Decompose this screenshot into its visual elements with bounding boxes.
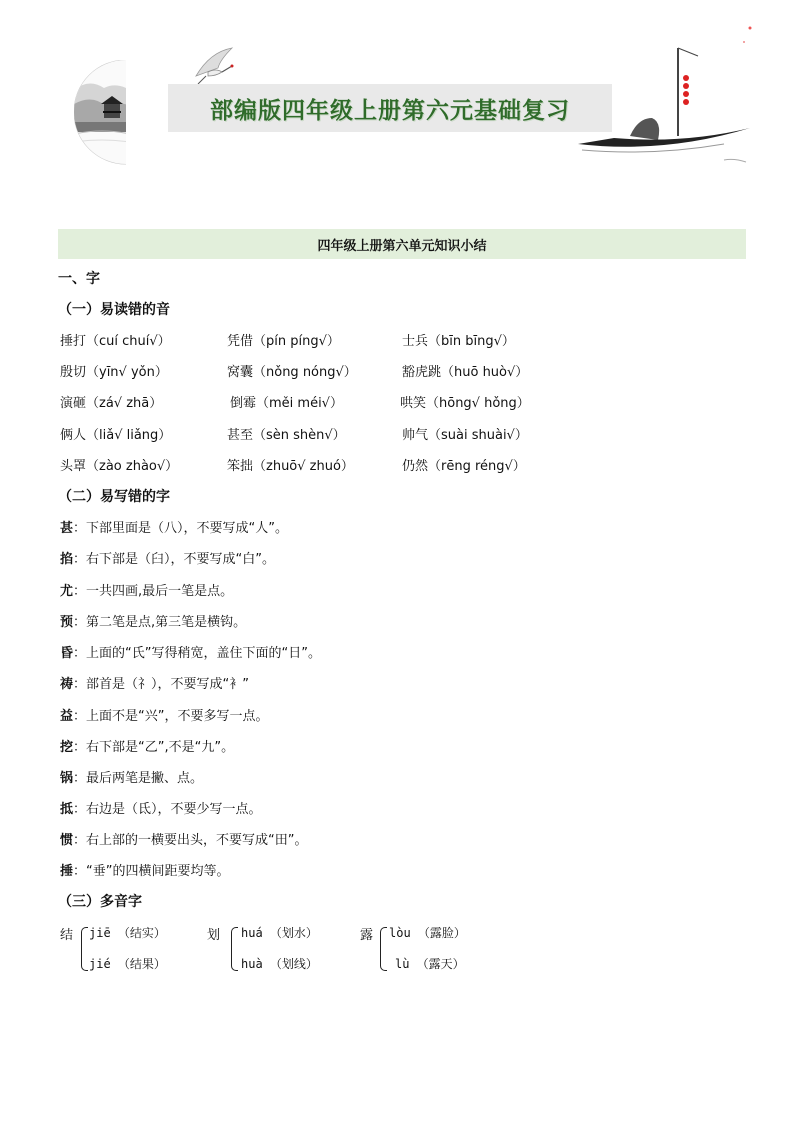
char-text: ：右下部是（臼），不要写成“白”。 — [73, 552, 275, 567]
char-text: ：右下部是“乙”,不是“九”。 — [73, 740, 235, 755]
char-label: 锅 — [60, 771, 74, 786]
reading-item: 帅气（suài shuài√） — [402, 428, 528, 443]
reading-item: 士兵（bīn bīng√） — [402, 334, 515, 349]
reading-item: 捶打（cuí chuí√） — [60, 334, 171, 349]
char-label: 预 — [60, 615, 74, 630]
char-text: ：一共四画,最后一笔是点。 — [73, 584, 234, 599]
reading-item: 窝囊（nǒng nóng√） — [227, 365, 357, 380]
char-note — [60, 642, 321, 661]
subsection-heading-readings: （一）易读错的音 — [58, 302, 170, 318]
reading-item: 殷切（yīn√ yǒn） — [60, 365, 168, 380]
landscape-moon-illustration — [74, 60, 130, 166]
char-label: 甚 — [60, 521, 74, 536]
crane-bird-icon — [192, 46, 240, 86]
polyphone-reading: lòu （露脸） — [389, 926, 466, 940]
char-text: ：右边是（氐），不要少写一点。 — [73, 802, 262, 817]
char-note — [60, 548, 275, 567]
reading-item: 俩人（liǎ√ liǎng） — [60, 428, 172, 443]
char-note — [60, 580, 233, 599]
reading-item: 笨拙（zhuō√ zhuó） — [227, 459, 354, 474]
reading-item: 豁虎跳（huō huò√） — [402, 365, 529, 380]
polyphone-char: 露 — [360, 928, 374, 943]
char-label: 挖 — [60, 740, 74, 755]
brace-icon — [81, 927, 88, 971]
char-note — [60, 767, 203, 786]
reading-item: 演砸（zá√ zhā） — [60, 396, 163, 411]
char-text: ：部首是（礻），不要写成“衤” — [73, 677, 249, 692]
page-title: 部编版四年级上册第六元基础复习 — [210, 97, 570, 124]
char-text: ：第二笔是点,第三笔是横钩。 — [73, 615, 247, 630]
char-label: 祷 — [60, 677, 74, 692]
polyphone-reading: huá （划水） — [241, 926, 318, 940]
reading-item: 仍然（rēng réng√） — [402, 459, 526, 474]
char-note — [60, 736, 234, 755]
subsection-heading-polyphones: （三）多音字 — [58, 894, 142, 910]
char-text: ：上面不是“兴”，不要多写一点。 — [73, 709, 269, 724]
char-label: 昏 — [60, 646, 74, 661]
char-text: ：最后两笔是撇、点。 — [73, 771, 204, 786]
reading-item: 凭借（pín píng√） — [227, 334, 340, 349]
polyphone-char: 划 — [207, 928, 221, 943]
reading-item: 头罩（zào zhào√） — [60, 459, 179, 474]
char-note — [60, 517, 288, 536]
char-note — [60, 860, 230, 879]
char-note — [60, 611, 246, 630]
char-note — [60, 673, 249, 692]
summary-heading-bar — [58, 229, 746, 259]
char-label: 抵 — [60, 802, 74, 817]
char-label: 尤 — [60, 584, 74, 599]
polyphone-char: 结 — [60, 928, 74, 943]
polyphone-reading: huà （划线） — [241, 957, 318, 971]
char-text: ：“垂”的四横间距要均等。 — [73, 864, 230, 879]
section-heading: 一、字 — [58, 271, 100, 287]
char-text: ：下部里面是（八），不要写成“人”。 — [73, 521, 288, 536]
reading-item: 倒霉（měi méi√） — [230, 396, 343, 411]
brace-icon — [231, 927, 238, 971]
polyphone-reading: jié （结果） — [89, 957, 166, 971]
char-label: 惯 — [60, 833, 74, 848]
brace-icon — [380, 927, 387, 971]
char-label: 掐 — [60, 552, 74, 567]
polyphone-reading: jiē （结实） — [89, 926, 166, 940]
summary-heading: 四年级上册第六单元知识小结 — [317, 238, 487, 254]
char-text: ：右上部的一横要出头，不要写成“田”。 — [73, 833, 308, 848]
char-note — [60, 798, 262, 817]
reading-item: 甚至（sèn shèn√） — [227, 428, 346, 443]
char-note — [60, 829, 308, 848]
subsection-heading-writing: （二）易写错的字 — [58, 489, 170, 505]
char-note — [60, 705, 269, 724]
polyphone-reading: lù （露天） — [395, 957, 465, 971]
char-text: ：上面的“氏”写得稍宽，盖住下面的“日”。 — [73, 646, 321, 661]
char-label: 捶 — [60, 864, 74, 879]
char-label: 益 — [60, 709, 74, 724]
reading-item: 哄笑（hōng√ hǒng） — [400, 396, 530, 411]
